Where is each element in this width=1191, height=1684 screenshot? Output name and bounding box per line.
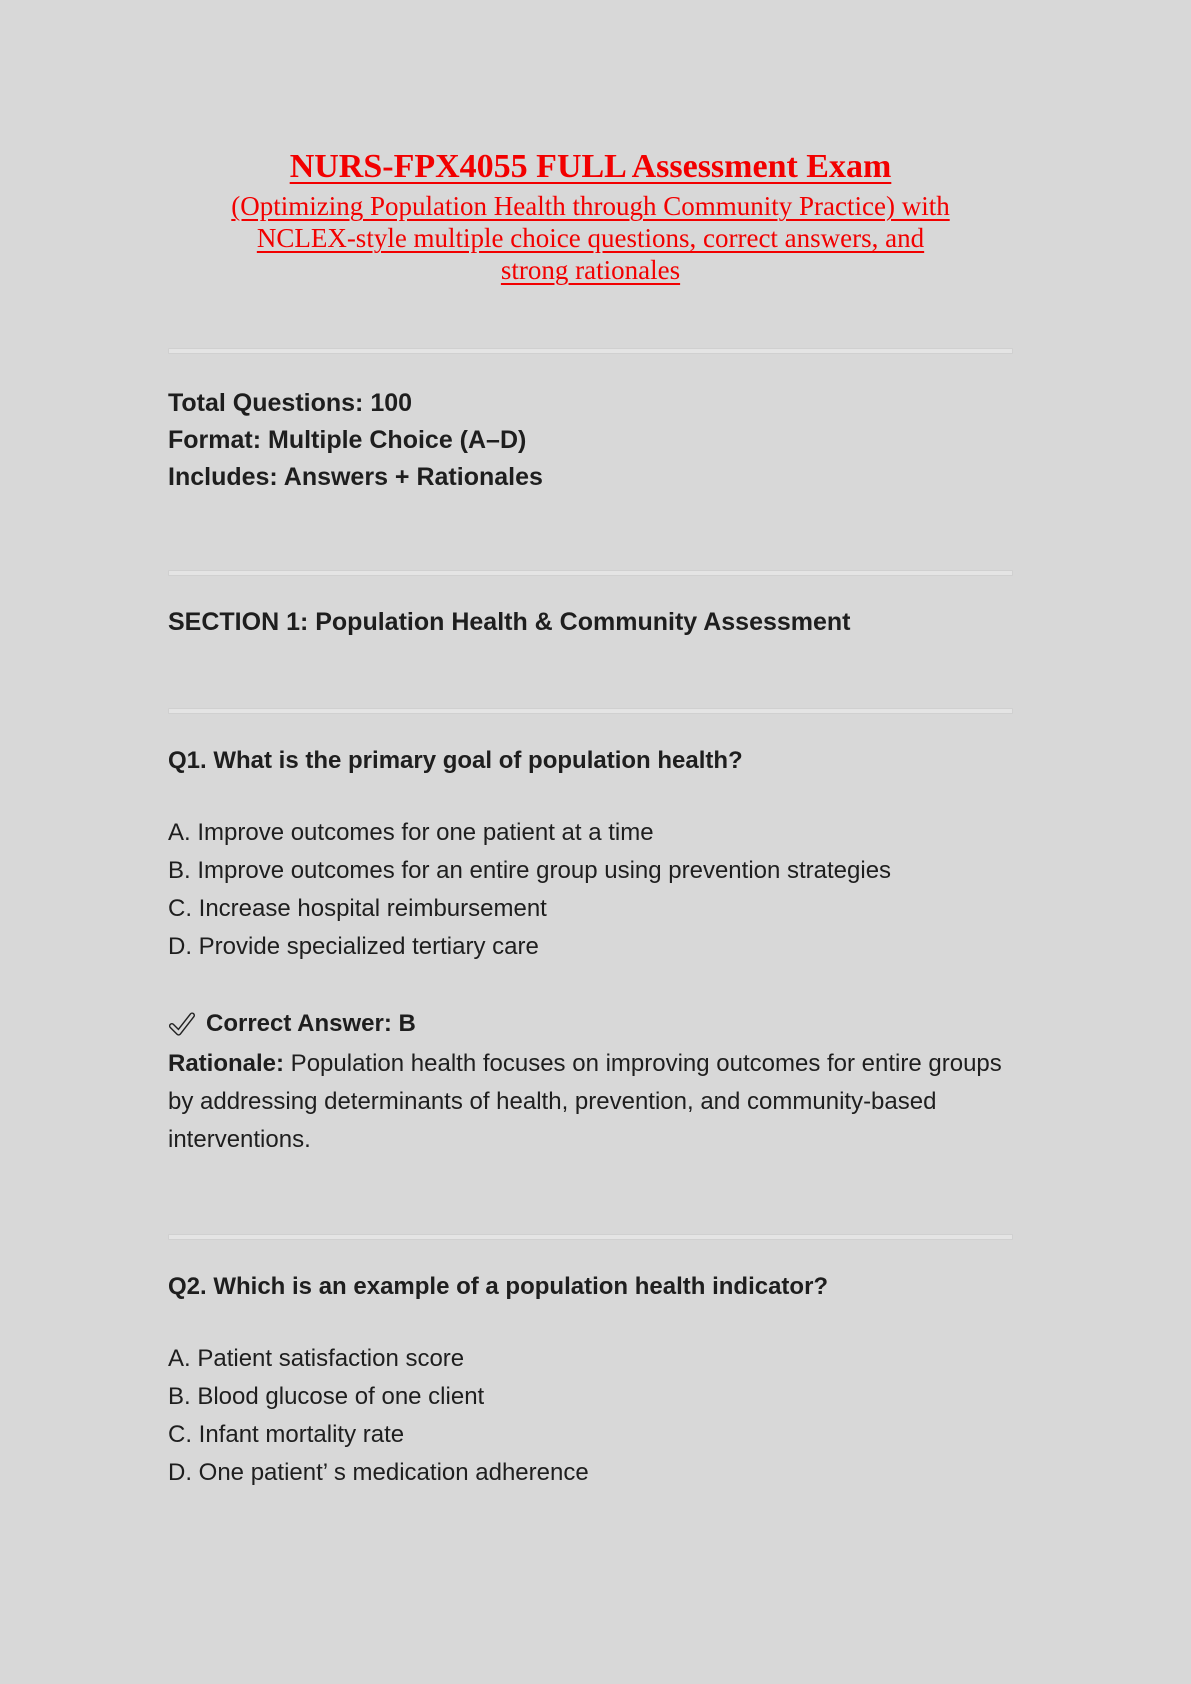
meta-includes: Includes: Answers + Rationales bbox=[168, 463, 543, 491]
question-1-option-c: C. Increase hospital reimbursement bbox=[168, 895, 547, 922]
divider bbox=[168, 1234, 1013, 1240]
rationale-label: Rationale: bbox=[168, 1050, 285, 1077]
question-2-option-a: A. Patient satisfaction score bbox=[168, 1345, 465, 1372]
question-1-rationale bbox=[168, 1045, 1013, 1159]
exam-meta-block bbox=[168, 385, 1013, 496]
question-1 bbox=[168, 746, 1013, 1159]
question-1-correct-answer-text: Correct Answer: B bbox=[206, 1010, 416, 1037]
document-subtitle-line-3: strong rationales bbox=[500, 255, 681, 285]
document-title: NURS-FPX4055 FULL Assessment Exam bbox=[289, 148, 892, 185]
divider bbox=[168, 348, 1013, 354]
question-2-option-c: C. Infant mortality rate bbox=[168, 1421, 405, 1448]
divider bbox=[168, 570, 1013, 576]
question-1-rationale-text: Population health focuses on improving outcomes for entire groups by addressing determinants of health, prevention, and community-based interventions. bbox=[168, 1050, 1002, 1153]
question-2-option-b: B. Blood glucose of one client bbox=[168, 1383, 485, 1410]
document-subtitle-line-1: (Optimizing Population Health through Community Practice) with bbox=[231, 191, 950, 221]
question-1-answer-block bbox=[168, 1005, 1013, 1159]
question-1-option-b: B. Improve outcomes for an entire group using prevention strategies bbox=[168, 857, 892, 884]
question-2-options bbox=[168, 1340, 1013, 1492]
meta-total-questions: Total Questions: 100 bbox=[168, 389, 413, 417]
question-1-option-d: D. Provide specialized tertiary care bbox=[168, 933, 539, 960]
title-block bbox=[168, 0, 1013, 286]
question-2-option-d: D. One patient’ s medication adherence bbox=[168, 1459, 589, 1486]
document-subtitle-line-2: NCLEX-style multiple choice questions, correct answers, and bbox=[256, 223, 925, 253]
question-1-heading: Q1. What is the primary goal of population health? bbox=[168, 747, 743, 774]
check-mark-icon bbox=[168, 1011, 195, 1038]
question-1-options bbox=[168, 814, 1013, 966]
question-1-option-a: A. Improve outcomes for one patient at a time bbox=[168, 819, 654, 846]
divider bbox=[168, 708, 1013, 714]
section-1-heading: SECTION 1: Population Health & Community Assessment bbox=[168, 608, 851, 636]
meta-format: Format: Multiple Choice (A–D) bbox=[168, 426, 527, 454]
question-1-correct-answer-line bbox=[168, 1005, 1013, 1043]
question-2-heading: Q2. Which is an example of a population health indicator? bbox=[168, 1273, 829, 1300]
question-2 bbox=[168, 1272, 1013, 1492]
